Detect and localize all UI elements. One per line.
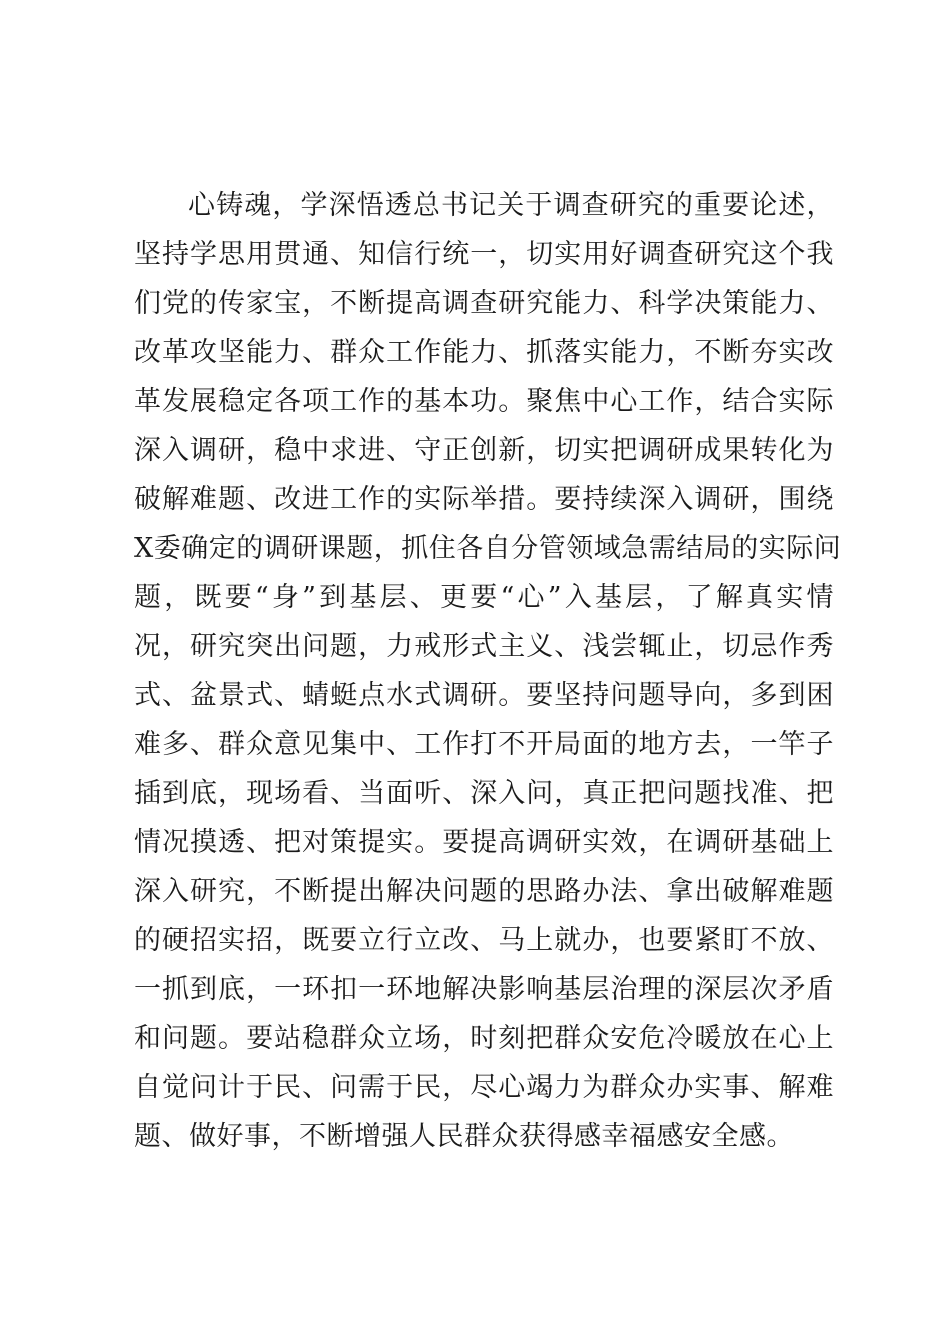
paragraph-line: 题、做好事，不断增强人民群众获得感幸福感安全感。 [134, 1121, 794, 1152]
paragraph-line: 式、盆景式、蜻蜓点水式调研。要坚持问题导向，多到困 [134, 680, 834, 711]
paragraph-line: 况，研究突出问题，力戒形式主义、浅尝辄止，切忌作秀 [134, 631, 834, 662]
paragraph-line: 们党的传家宝，不断提高调查研究能力、科学决策能力、 [134, 288, 834, 319]
paragraph-line: 题，既要“身”到基层、更要“心”入基层，了解真实情 [134, 582, 834, 613]
paragraph-line: 的硬招实招，既要立行立改、马上就办，也要紧盯不放、 [134, 925, 834, 956]
paragraph-line: 和问题。要站稳群众立场，时刻把群众安危冷暖放在心上 [134, 1023, 834, 1054]
paragraph-line: 插到底，现场看、当面听、深入问，真正把问题找准、把 [134, 778, 834, 809]
paragraph-line: 情况摸透、把对策提实。要提高调研实效，在调研基础上 [134, 827, 834, 858]
paragraph-line: 自觉问计于民、问需于民，尽心竭力为群众办实事、解难 [134, 1072, 834, 1103]
paragraph-line: X委确定的调研课题，抓住各自分管领域急需结局的实际问 [134, 533, 842, 564]
paragraph-line: 深入研究，不断提出解决问题的思路办法、拿出破解难题 [134, 876, 834, 907]
paragraph-line: 一抓到底，一环扣一环地解决影响基层治理的深层次矛盾 [134, 974, 834, 1005]
paragraph-line: 破解难题、改进工作的实际举措。要持续深入调研，围绕 [134, 484, 834, 515]
paragraph-line: 深入调研，稳中求进、守正创新，切实把调研成果转化为 [134, 435, 834, 466]
paragraph-line: 革发展稳定各项工作的基本功。聚焦中心工作，结合实际 [134, 386, 834, 417]
paragraph-line: 心铸魂，学深悟透总书记关于调查研究的重要论述， [188, 190, 834, 221]
paragraph-line: 坚持学思用贯通、知信行统一，切实用好调查研究这个我 [134, 239, 834, 270]
paragraph-line: 改革攻坚能力、群众工作能力、抓落实能力，不断夯实改 [134, 337, 834, 368]
body-paragraph [134, 181, 842, 1161]
paragraph-line: 难多、群众意见集中、工作打不开局面的地方去，一竿子 [134, 729, 834, 760]
